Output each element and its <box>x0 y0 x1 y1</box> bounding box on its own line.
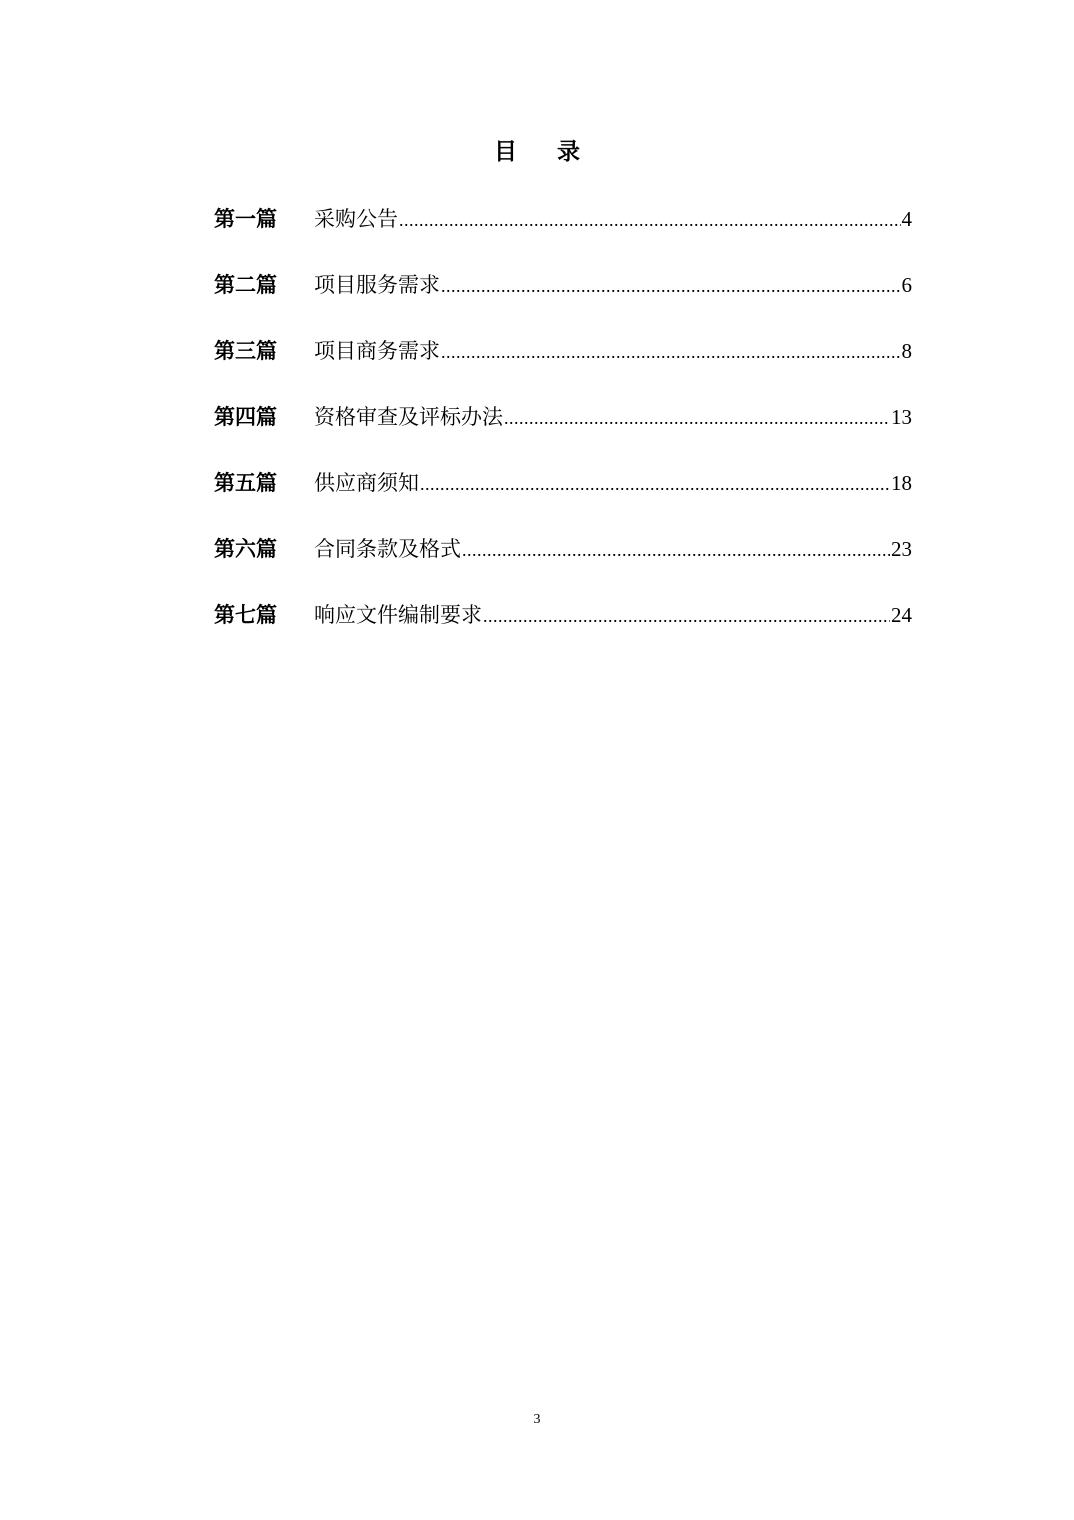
toc-entry-title: 合同条款及格式 <box>314 537 461 561</box>
toc-dot-leader <box>441 267 901 305</box>
toc-entry-title: 响应文件编制要求 <box>314 603 482 627</box>
toc-entry-part: 第一篇 <box>214 207 277 231</box>
toc-entry-part: 第四篇 <box>214 405 277 429</box>
toc-entry[interactable] <box>214 596 912 662</box>
toc-entry-title: 采购公告 <box>314 207 398 231</box>
toc-entry-part: 第六篇 <box>214 537 277 561</box>
toc-dot-leader <box>441 333 901 371</box>
toc-entry[interactable] <box>214 200 912 266</box>
toc-entry[interactable] <box>214 464 912 530</box>
toc-entry-page: 24 <box>891 603 912 627</box>
toc-entry-page: 13 <box>891 405 912 429</box>
toc-entry-page: 4 <box>901 207 912 231</box>
toc-entry-part: 第三篇 <box>214 339 277 363</box>
toc-entry-part: 第五篇 <box>214 471 277 495</box>
toc-entry-page: 23 <box>891 537 912 561</box>
toc-entry-title: 供应商须知 <box>314 471 419 495</box>
toc-entry-page: 8 <box>901 339 912 363</box>
toc-entry-title: 项目商务需求 <box>314 339 440 363</box>
toc-dot-leader <box>504 399 890 437</box>
toc-entry-part: 第二篇 <box>214 273 277 297</box>
toc-entry[interactable] <box>214 530 912 596</box>
toc-entry[interactable] <box>214 398 912 464</box>
toc-dot-leader <box>399 201 901 239</box>
toc-entry[interactable] <box>214 332 912 398</box>
toc-title: 目 录 <box>493 139 596 165</box>
toc-entry[interactable] <box>214 266 912 332</box>
toc-entry-page: 18 <box>891 471 912 495</box>
toc-dot-leader <box>420 465 890 503</box>
toc-entry-title: 资格审查及评标办法 <box>314 405 503 429</box>
toc-entry-page: 6 <box>901 273 912 297</box>
toc-entry-title: 项目服务需求 <box>314 273 440 297</box>
toc-entry-part: 第七篇 <box>214 603 277 627</box>
toc-list <box>214 200 912 662</box>
page-number: 3 <box>533 1412 541 1427</box>
toc-dot-leader <box>483 597 890 635</box>
toc-dot-leader <box>462 531 890 569</box>
